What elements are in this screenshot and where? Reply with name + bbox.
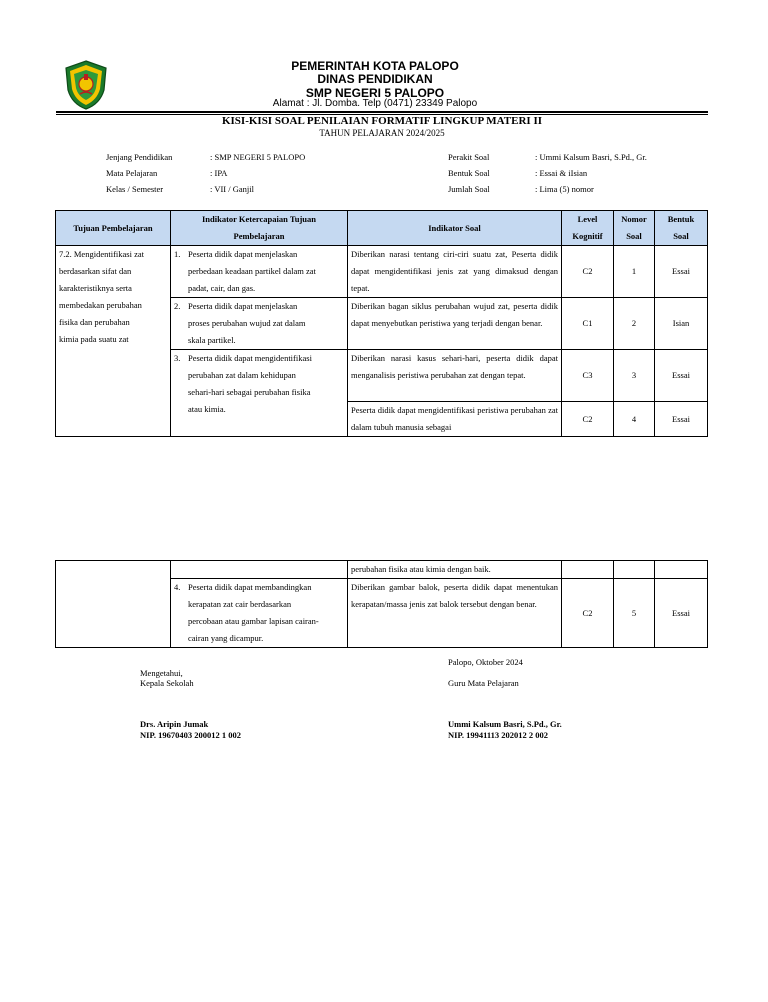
table-header-row [56, 211, 708, 246]
teacher-role: Guru Mata Pelajaran [448, 678, 519, 688]
info-value-mapel: : IPA [210, 168, 228, 178]
header-rule-thick [56, 111, 708, 113]
info-label-mapel: Mata Pelajaran [106, 168, 158, 178]
mengetahui-label: Mengetahui, [140, 668, 183, 678]
info-value-jenjang: : SMP NEGERI 5 PALOPO [210, 152, 306, 162]
header-tujuan: Tujuan Pembelajaran [56, 211, 171, 246]
header-nomor: Nomor Soal [614, 211, 655, 246]
level-4: C2 [562, 402, 614, 437]
bentuk-5: Essai [655, 579, 708, 648]
bentuk-1: Essai [655, 246, 708, 298]
indikator-soal-3: Diberikan narasi kasus sehari-hari, peserta didik dapat menganalisis peristiwa perubahan zat dengan tepat. [348, 350, 562, 402]
ikt-cell-2: 2. Peserta didik dapat menjelaskan proses perubahan wujud zat dalam skala partikel. [171, 298, 348, 350]
nomor-1: 1 [614, 246, 655, 298]
level-2: C1 [562, 298, 614, 350]
level-continued [562, 561, 614, 579]
indikator-soal-1: Diberikan narasi tentang ciri-ciri suatu zat, Peserta didik dapat mengidentifikasi jenis zat yang dimaksud dengan tepat. [348, 246, 562, 298]
indikator-soal-4-continued: perubahan fisika atau kimia dengan baik. [348, 561, 562, 579]
bentuk-4: Essai [655, 402, 708, 437]
info-label-jumlah: Jumlah Soal [448, 184, 490, 194]
info-value-kelas: : VII / Ganjil [210, 184, 254, 194]
indikator-soal-4: Peserta didik dapat mengidentifikasi peristiwa perubahan zat dalam tubuh manusia sebagai [348, 402, 562, 437]
principal-role: Kepala Sekolah [140, 678, 194, 688]
header-bentuk: Bentuk Soal [655, 211, 708, 246]
principal-name: Drs. Aripin Jumak [140, 719, 209, 729]
info-label-bentuk: Bentuk Soal [448, 168, 490, 178]
level-5: C2 [562, 579, 614, 648]
kisi-kisi-table-continued [55, 560, 708, 648]
document-title: KISI-KISI SOAL PENILAIAN FORMATIF LINGKUP MATERI II [221, 115, 543, 127]
school-address: Alamat : Jl. Domba. Telp (0471) 23349 Palopo [272, 98, 478, 109]
nomor-2: 2 [614, 298, 655, 350]
table-row [56, 561, 708, 579]
info-label-kelas: Kelas / Semester [106, 184, 164, 194]
info-label-perakit: Perakit Soal [448, 152, 490, 162]
tujuan-cell-continued [56, 561, 171, 648]
info-value-perakit: : Ummi Kalsum Basri, S.Pd., Gr. [535, 152, 647, 162]
bentuk-3: Essai [655, 350, 708, 402]
indikator-soal-2: Diberikan bagan siklus perubahan wujud zat, peserta didik dapat menyebutkan peristiwa yang terjadi dengan benar. [348, 298, 562, 350]
nomor-5: 5 [614, 579, 655, 648]
government-heading: PEMERINTAH KOTA PALOPO [291, 59, 459, 73]
indikator-soal-5: Diberikan gambar balok, peserta didik dapat menentukan kerapatan/massa jenis zat balok tersebut dengan benar. [348, 579, 562, 648]
ikt-cell-3: 3. Peserta didik dapat mengidentifikasi perubahan zat dalam kehidupan sehari-hari sebagai perubahan fisika atau kimia. [171, 350, 348, 437]
nomor-4: 4 [614, 402, 655, 437]
academic-year: TAHUN PELAJARAN 2024/2025 [319, 128, 445, 138]
school-heading: SMP NEGERI 5 PALOPO [305, 86, 445, 100]
school-emblem-logo [64, 60, 108, 110]
bentuk-2: Isian [655, 298, 708, 350]
department-heading: DINAS PENDIDIKAN [317, 72, 433, 86]
header-indikator-soal: Indikator Soal [348, 211, 562, 246]
info-value-jumlah: : Lima (5) nomor [535, 184, 594, 194]
tujuan-cell: 7.2. Mengidentifikasi zat berdasarkan sifat dan karakteristiknya serta membedakan perubahan fisika dan perubahan kimia pada suatu zat [56, 246, 171, 437]
ikt-cell-1: 1. Peserta didik dapat menjelaskan perbedaan keadaan partikel dalam zat padat, cair, dan gas. [171, 246, 348, 298]
table-row [56, 246, 708, 298]
level-3: C3 [562, 350, 614, 402]
principal-nip: NIP. 19670403 200012 1 002 [140, 730, 241, 740]
nomor-continued [614, 561, 655, 579]
header-indikator-tp: Indikator Ketercapaian Tujuan Pembelajaran [171, 211, 348, 246]
kisi-kisi-table [55, 210, 708, 437]
place-date: Palopo, Oktober 2024 [448, 657, 523, 667]
teacher-nip: NIP. 19941113 202012 2 002 [448, 730, 549, 740]
header-level: Level Kognitif [562, 211, 614, 246]
nomor-3: 3 [614, 350, 655, 402]
level-1: C2 [562, 246, 614, 298]
ikt-cell-continued [171, 561, 348, 579]
bentuk-continued [655, 561, 708, 579]
teacher-name: Ummi Kalsum Basri, S.Pd., Gr. [448, 719, 562, 729]
info-value-bentuk: : Essai & iIsian [535, 168, 588, 178]
ikt-cell-4: 4. Peserta didik dapat membandingkan kerapatan zat cair berdasarkan percobaan atau gambar lapisan cairan- cairan yang dicampur. [171, 579, 348, 648]
info-label-jenjang: Jenjang Pendidikan [106, 152, 173, 162]
